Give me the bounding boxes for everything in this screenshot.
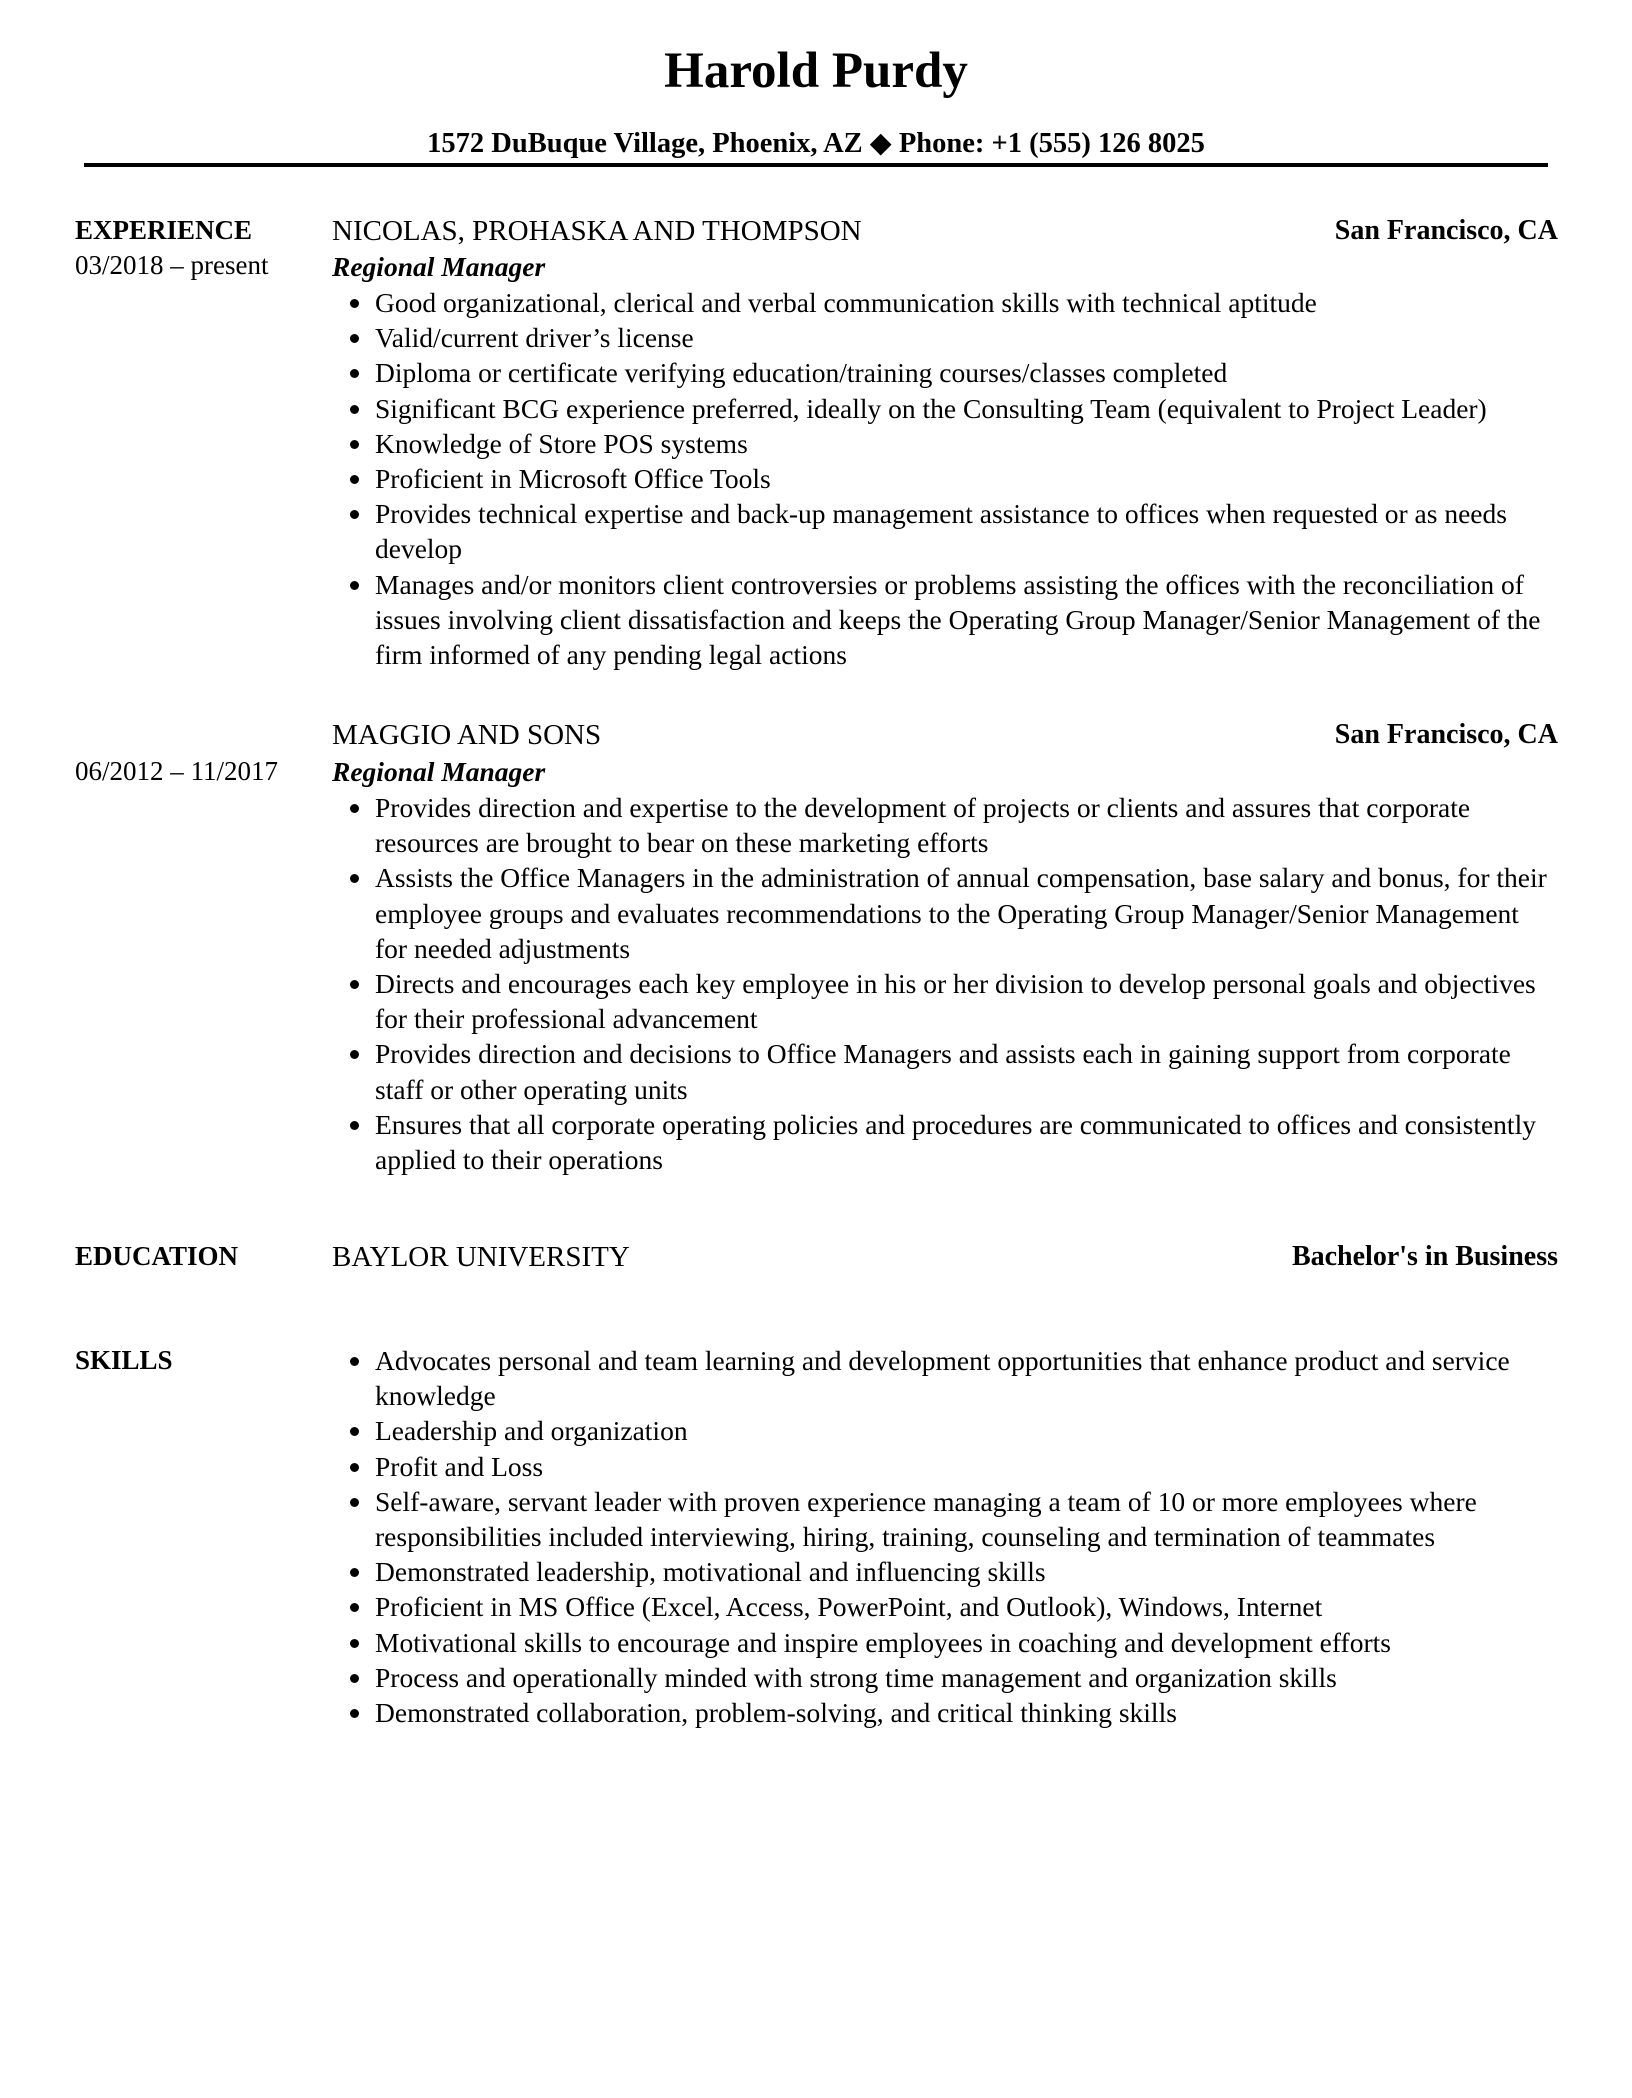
job-2-bullet: Assists the Office Managers in the administration of annual compensation, base salary and bonus, for their employee groups and evaluates recommendations to the Operating Group Manager/Senior Management for needed adjustments [332,860,1552,966]
job-1-bullet-list [332,285,1552,672]
job-2-title: Regional Manager [332,756,546,787]
education-heading: EDUCATION [75,1241,239,1271]
bullet-dot [350,405,359,414]
job-1-location: San Francisco, CA [1334,215,1558,246]
bullet-dot [350,1639,359,1648]
job-2-bullet: Ensures that all corporate operating policies and procedures are communicated to offices and consistently applied to their operations [332,1107,1552,1177]
job-1-bullet: Proficient in Microsoft Office Tools [332,461,1552,496]
skill-item: Process and operationally minded with strong time management and organization skills [332,1660,1552,1695]
bullet-dot [350,475,359,484]
candidate-name: Harold Purdy [664,43,968,99]
bullet-dot [350,1463,359,1472]
job-1-bullet: Provides technical expertise and back-up management assistance to offices when requested or as needs develop [332,496,1552,566]
contact-line: 1572 DuBuque Village, Phoenix, AZ ◆ Phone: +1 (555) 126 8025 [427,128,1205,159]
skill-item: Proficient in MS Office (Excel, Access, PowerPoint, and Outlook), Windows, Internet [332,1589,1552,1624]
skill-item: Leadership and organization [332,1413,1552,1448]
skill-item: Motivational skills to encourage and inspire employees in coaching and development efforts [332,1625,1552,1660]
bullet-dot [350,1427,359,1436]
skill-item: Demonstrated leadership, motivational and influencing skills [332,1554,1552,1589]
bullet-dot [350,1603,359,1612]
skills-heading: SKILLS [75,1345,173,1375]
skill-item: Profit and Loss [332,1449,1552,1484]
bullet-dot [350,1709,359,1718]
skill-item: Self-aware, servant leader with proven experience managing a team of 10 or more employees where responsibilities included interviewing, hiring, training, counseling and termination of teammates [332,1484,1552,1554]
education-school: BAYLOR UNIVERSITY [332,1241,630,1273]
job-1-title: Regional Manager [332,251,546,282]
job-2-bullet-list [332,790,1552,1177]
job-1-bullet: Significant BCG experience preferred, ideally on the Consulting Team (equivalent to Project Leader) [332,391,1552,426]
bullet-dot [350,1121,359,1130]
bullet-dot [350,1674,359,1683]
job-2-bullet: Provides direction and expertise to the development of projects or clients and assures that corporate resources are brought to bear on these marketing efforts [332,790,1552,860]
bullet-dot [350,1498,359,1507]
job-1-company: NICOLAS, PROHASKA AND THOMPSON [332,215,862,247]
job-1-bullet: Valid/current driver’s license [332,320,1552,355]
skill-item: Demonstrated collaboration, problem-solving, and critical thinking skills [332,1695,1552,1730]
bullet-dot [350,510,359,519]
bullet-dot [350,1050,359,1059]
bullet-dot [350,334,359,343]
bullet-dot [350,369,359,378]
job-1-dates: 03/2018 – present [75,250,269,280]
job-2-bullet: Directs and encourages each key employee in his or her division to develop personal goals and objectives for their professional advancement [332,966,1552,1036]
bullet-dot [350,440,359,449]
bullet-dot [350,299,359,308]
job-1-bullet: Diploma or certificate verifying education/training courses/classes completed [332,355,1552,390]
job-2-bullet: Provides direction and decisions to Office Managers and assists each in gaining support from corporate staff or other operating units [332,1036,1552,1106]
bullet-dot [350,980,359,989]
job-2-dates: 06/2012 – 11/2017 [75,756,279,786]
job-1-bullet: Knowledge of Store POS systems [332,426,1552,461]
education-degree: Bachelor's in Business [1291,1241,1558,1272]
bullet-dot [350,581,359,590]
bullet-dot [350,1357,359,1366]
experience-heading: EXPERIENCE [75,215,253,245]
job-1-bullet: Manages and/or monitors client controversies or problems assisting the offices with the reconciliation of issues involving client dissatisfaction and keeps the Operating Group Manager/Senior Management of the firm informed of any pending legal actions [332,567,1552,673]
bullet-dot [350,874,359,883]
header-divider [84,163,1548,167]
job-2-location: San Francisco, CA [1334,719,1558,750]
skill-item: Advocates personal and team learning and development opportunities that enhance product and service knowledge [332,1343,1552,1413]
job-2-company: MAGGIO AND SONS [332,719,602,751]
bullet-dot [350,804,359,813]
bullet-dot [350,1568,359,1577]
skills-bullet-list [332,1343,1552,1730]
job-1-bullet: Good organizational, clerical and verbal communication skills with technical aptitude [332,285,1552,320]
